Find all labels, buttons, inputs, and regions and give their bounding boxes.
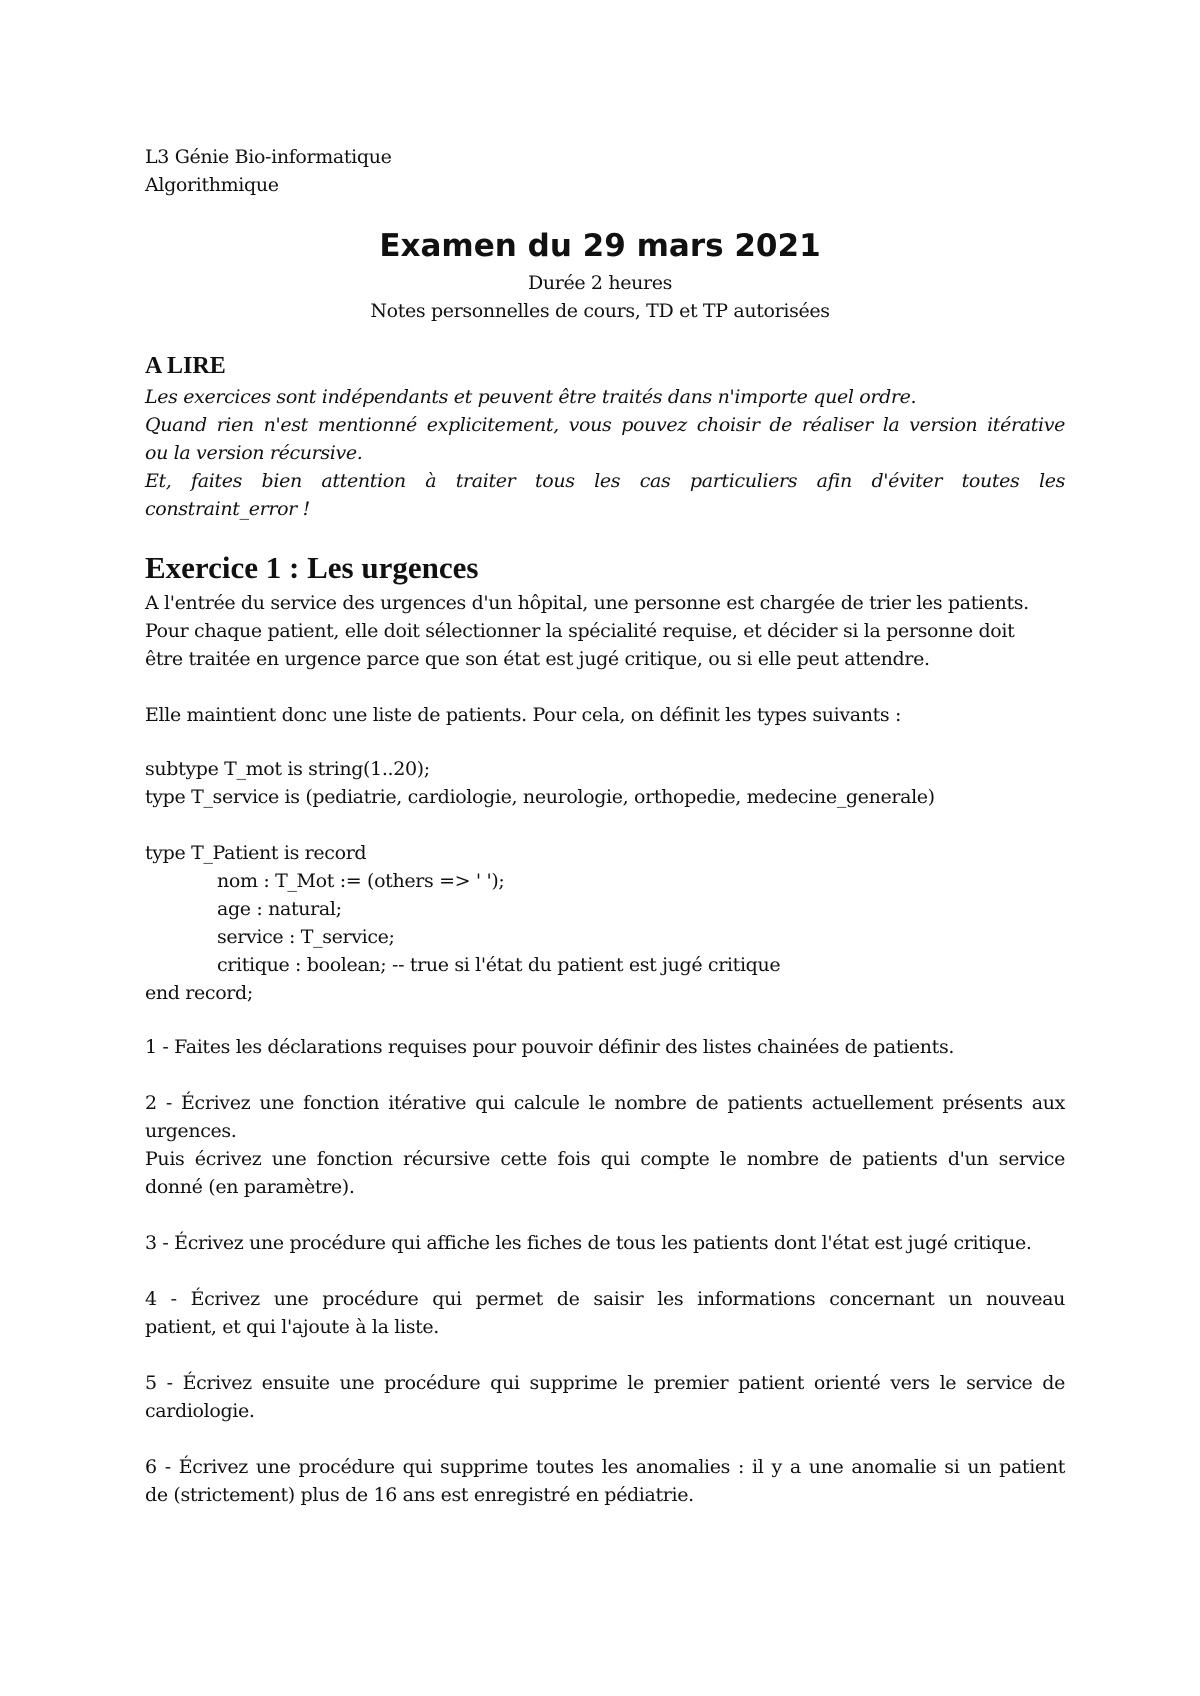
question-3: 3 - Écrivez une procédure qui affiche les fiches de tous les patients dont l'état est jugé critique. — [145, 1232, 1032, 1254]
alire-line: constraint_error ! — [145, 498, 310, 520]
code-line: age : natural; — [217, 898, 342, 920]
exercise-heading: Exercice 1 : Les urgences — [145, 550, 479, 585]
question-6-line: de (strictement) plus de 16 ans est enregistré en pédiatrie. — [145, 1484, 694, 1506]
question-1: 1 - Faites les déclarations requises pour pouvoir définir des listes chainées de patients. — [145, 1036, 955, 1058]
alire-line: Les exercices sont indépendants et peuvent être traités dans n'importe quel ordre. — [145, 386, 917, 408]
alire-heading: A LIRE — [145, 353, 226, 379]
question-5-line: 5 - Écrivez ensuite une procédure qui supprime le premier patient orienté vers le service de — [145, 1372, 1065, 1394]
question-2-line: 2 - Écrivez une fonction itérative qui calcule le nombre de patients actuellement présents aux — [145, 1092, 1065, 1114]
code-line: end record; — [145, 982, 253, 1004]
code-line: nom : T_Mot := (others => ' '); — [217, 870, 505, 892]
exercise-intro-line: être traitée en urgence parce que son état est jugé critique, ou si elle peut attendre. — [145, 648, 930, 670]
alire-line: ou la version récursive. — [145, 442, 363, 464]
question-5-line: cardiologie. — [145, 1400, 255, 1422]
question-2-line: Puis écrivez une fonction récursive cette fois qui compte le nombre de patients d'un service — [145, 1148, 1065, 1170]
alire-line: Quand rien n'est mentionné explicitement, vous pouvez choisir de réaliser la version itérative — [145, 414, 1065, 436]
question-4-line: 4 - Écrivez une procédure qui permet de saisir les informations concernant un nouveau — [145, 1288, 1065, 1310]
exercise-intro-line: A l'entrée du service des urgences d'un hôpital, une personne est chargée de trier les patients. — [145, 592, 1029, 614]
code-line: critique : boolean; -- true si l'état du patient est jugé critique — [217, 954, 781, 976]
course-subject: Algorithmique — [145, 174, 279, 196]
exercise-intro-line: Pour chaque patient, elle doit sélectionner la spécialité requise, et décider si la personne doit — [145, 620, 1015, 642]
page-title: Examen du 29 mars 2021 — [379, 228, 821, 264]
code-line: subtype T_mot is string(1..20); — [145, 758, 430, 780]
types-intro: Elle maintient donc une liste de patients. Pour cela, on définit les types suivants : — [145, 704, 902, 726]
question-2-line: urgences. — [145, 1120, 237, 1142]
code-line: type T_service is (pediatrie, cardiologie, neurologie, orthopedie, medecine_generale) — [145, 786, 935, 808]
exam-duration: Durée 2 heures — [527, 272, 673, 294]
code-line: type T_Patient is record — [145, 842, 367, 864]
code-line: service : T_service; — [217, 926, 395, 948]
exam-allowed-notes: Notes personnelles de cours, TD et TP autorisées — [370, 300, 830, 322]
question-6-line: 6 - Écrivez une procédure qui supprime toutes les anomalies : il y a une anomalie si un patient — [145, 1456, 1065, 1478]
question-2-line: donné (en paramètre). — [145, 1176, 355, 1198]
question-4-line: patient, et qui l'ajoute à la liste. — [145, 1316, 439, 1338]
alire-line: Et, faites bien attention à traiter tous les cas particuliers afin d'éviter toutes les — [145, 470, 1065, 492]
course-level: L3 Génie Bio-informatique — [145, 146, 392, 168]
